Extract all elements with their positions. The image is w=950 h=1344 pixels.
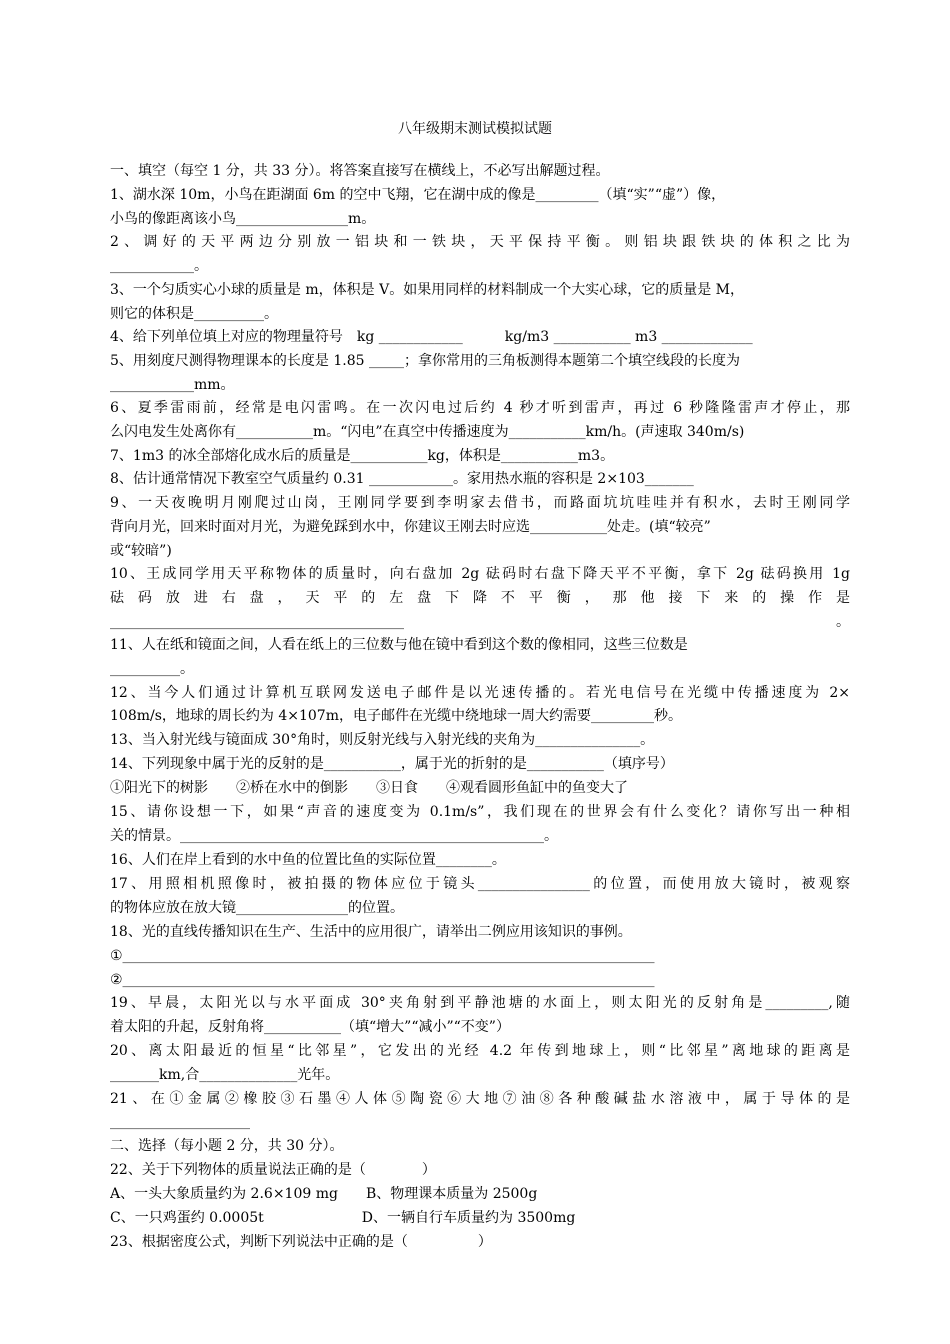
text-line: __________________________________________。 [110,614,850,630]
text-line: 8、估计通常情况下教室空气质量约 0.31 ____________。家用热水瓶的容积是 2×103_______ [110,471,694,487]
text-line: 11、人在纸和镜面之间，人看在纸上的三位数与他在镜中看到这个数的像相同，这些三位数是 [110,637,688,653]
text-line: 砝码放进右盘，天平的左盘下降不平衡，那他接下来的操作是 [110,590,850,606]
text-line: 小鸟的像距离该小鸟________________m。 [110,211,376,227]
text-line: 4、给下列单位填上对应的物理量符号 kg ____________ kg/m3 ___________ m3 _____________ [110,329,753,345]
text-line: 21、在①金属②橡胶③石墨④人体⑤陶瓷⑥大地⑦油⑧各种酸碱盐水溶液中，属于导体的是 [110,1091,850,1107]
text-line: 9、一天夜晚明月刚爬过山岗，王刚同学要到李明家去借书，而路面坑坑哇哇并有积水，去时王刚同学 [110,495,850,511]
text-line: 7、1m3 的冰全部熔化成水后的质量是___________kg，体积是___________m3。 [110,448,615,464]
text-line: ①阳光下的树影 ②桥在水中的倒影 ③日食 ④观看圆形鱼缸中的鱼变大了 [110,780,628,796]
text-line: 着太阳的升起，反射角将___________（填“增大”“减小”“不变”） [110,1019,510,1035]
text-line: 的物体应放在放大镜________________的位置。 [110,900,404,916]
text-line: 19、早晨，太阳光以与水平面成 30°夹角射到平静池塘的水面上，则太阳光的反射角是_________,随 [110,995,850,1011]
text-line: 二、选择（每小题 2 分，共 30 分）。 [110,1138,344,1154]
text-line: ____________________ [110,1114,250,1130]
text-line: 5、用刻度尺测得物理课本的长度是 1.85 _____；拿你常用的三角板测得本题第二个填空线段的长度为 [110,353,740,369]
text-line: 1、湖水深 10m，小鸟在距湖面 6m 的空中飞翔，它在湖中成的像是_________（填“实”“虚”）像， [110,187,726,203]
text-line: 17、用照相机照像时，被拍摄的物体应位于镜头________________的位置，而使用放大镜时，被观察 [110,876,850,892]
text-line: 18、光的直线传播知识在生产、生活中的应用很广，请举出二例应用该知识的事例。 [110,924,632,940]
text-line: _______km,合______________光年。 [110,1067,340,1083]
text-line: 6、夏季雷雨前，经常是电闪雷鸣。在一次闪电过后约 4 秒才听到雷声，再过 6 秒隆隆雷声才停止，那 [110,400,850,416]
text-line: 10、王成同学用天平称物体的质量时，向右盘加 2g 砝码时右盘下降天平不平衡，拿下 2g 砝码换用 1g [110,566,850,582]
text-line: 15、请你设想一下，如果“声音的速度变为 0.1m/s”，我们现在的世界会有什么变化？请你写出一种相 [110,804,850,820]
text-line: 或“较暗”) [110,543,172,559]
text-line: 一、填空（每空 1 分，共 33 分）。将答案直接写在横线上，不必写出解题过程。 [110,163,610,179]
text-line: 23、根据密度公式，判断下列说法中正确的是（ ） [110,1234,492,1250]
text-line: A、一头大象质量约为 2.6×109 mg B、物理课本质量为 2500g [110,1186,538,1202]
text-line: C、一只鸡蛋约 0.0005t D、一辆自行车质量约为 3500mg [110,1210,576,1226]
text-line: ____________mm。 [110,377,235,393]
text-line: 则它的体积是__________。 [110,306,278,322]
text-line: 2、调好的天平两边分别放一铝块和一铁块，天平保持平衡。则铝块跟铁块的体积之比为 [110,234,850,250]
text-line: 么闪电发生处离你有___________m。“闪电”在真空中传播速度为___________km/h。(声速取 340m/s) [110,424,745,440]
text-line: 关的情景。____________________________________________________。 [110,828,558,844]
text-line: 13、当入射光线与镜面成 30°角时，则反射光线与入射光线的夹角为_______________。 [110,732,655,748]
text-line: ____________。 [110,258,208,274]
text-line: 14、下列现象中属于光的反射的是___________，属于光的折射的是___________（填序号） [110,756,674,772]
text-line: 12、当今人们通过计算机互联网发送电子邮件是以光速传播的。若光电信号在光缆中传播速度为 2× [110,685,850,701]
text-line: 20、离太阳最近的恒星“比邻星”，它发出的光经 4.2 年传到地球上，则“比邻星”离地球的距离是 [110,1043,850,1059]
text-line: 22、关于下列物体的质量说法正确的是（ ） [110,1162,436,1178]
text-line: 背向月光，回来时面对月光，为避免踩到水中，你建议王刚去时应选___________处走。(填“较亮” [110,519,711,535]
text-line: ①____________________________________________________________________________ [110,948,655,964]
text-line: 16、人们在岸上看到的水中鱼的位置比鱼的实际位置________。 [110,852,506,868]
page-title: 八年级期末测试模拟试题 [398,121,552,137]
text-line: __________。 [110,661,194,677]
text-line: 108m/s，地球的周长约为 4×107m，电子邮件在光缆中绕地球一周大约需要_________秒。 [110,708,682,724]
text-line: ②____________________________________________________________________________ [110,972,655,988]
text-line: 3、一个匀质实心小球的质量是 m，体积是 V。如果用同样的材料制成一个大实心球，它的质量是 M， [110,282,744,298]
